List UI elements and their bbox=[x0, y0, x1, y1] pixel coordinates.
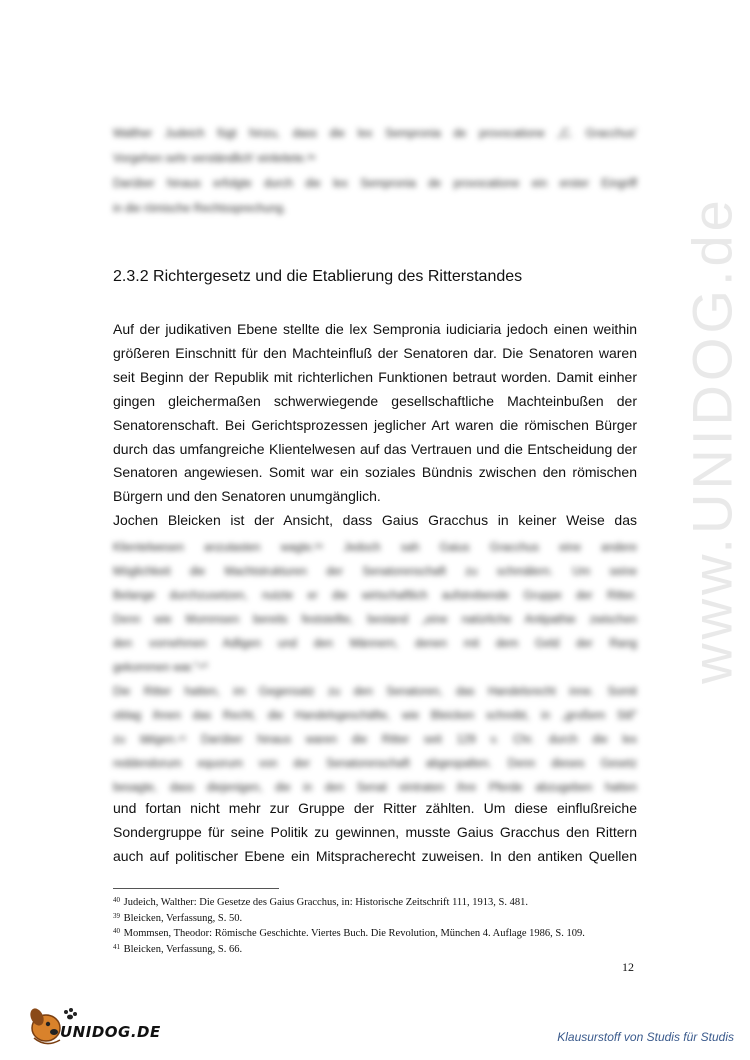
text-line: durch das umfangreiche Klientelwesen auf das Vertrauen und die Entscheidung der bbox=[113, 440, 637, 457]
footnote-text: Bleicken, Verfassung, S. 66. bbox=[121, 943, 243, 955]
footnote bbox=[113, 910, 653, 926]
text-line: den vornehmen Adligen und den Männern, denen mit dem Geld der Rang bbox=[113, 638, 637, 650]
watermark: www.UNIDOG.de bbox=[680, 196, 744, 684]
text-line: Belange durchzusetzen, nutzte er die wirtschaftlich aufstrebende Gruppe der Ritter. bbox=[113, 590, 637, 602]
closing-paragraph bbox=[113, 797, 637, 869]
text-line: Sondergruppe für seine Politik zu gewinnen, musste Gaius Gracchus den Rittern bbox=[113, 823, 637, 840]
text-line: auch auf politischer Ebene ein Mitspracherecht zuweisen. In den antiken Quellen bbox=[113, 847, 637, 864]
text-line: Vorgehen sehr verständlich' einleitete.³⁸ bbox=[113, 153, 316, 165]
footnote bbox=[113, 925, 653, 941]
text-line: Senatorenschaft. Bei Gerichtsprozessen jeglicher Art waren die römischen Bürger bbox=[113, 416, 637, 433]
text-line: gingen gleichermaßen schwerwiegende gesellschaftliche Machteinbußen der bbox=[113, 392, 637, 409]
footnote-number: 41 bbox=[113, 942, 120, 951]
text-line: zu tätigen.⁴¹ Darüber hinaus waren die Ritter seit 129 v. Chr. durch die lex bbox=[113, 734, 637, 746]
text-line: gekommen war."⁴⁰ bbox=[113, 662, 208, 674]
text-line: Jochen Bleicken ist der Ansicht, dass Gaius Gracchus in keiner Weise das bbox=[113, 512, 637, 529]
text-line: größeren Einschnitt für den Machteinfluß der Senatoren dar. Die Senatoren waren bbox=[113, 344, 637, 361]
text-line: reddendorum equorum von der Senatorenschaft abgespalten. Denn dieses Gesetz bbox=[113, 758, 637, 770]
footnote bbox=[113, 894, 653, 910]
text-line: oblag ihnen das Recht, die Handelsgeschäfte, wie Bleicken schreibt, in „großem Stil" bbox=[113, 710, 637, 722]
footnote-number: 39 bbox=[113, 911, 120, 920]
footnotes bbox=[113, 894, 653, 956]
dog-mascot-icon bbox=[24, 990, 154, 1050]
text-line: und fortan nicht mehr zur Gruppe der Ritter zählten. Um diese einflußreiche bbox=[113, 800, 637, 816]
footnote-number: 40 bbox=[113, 896, 120, 904]
footnote-number: 40 bbox=[113, 927, 120, 936]
text-line: besagte, dass diejenigen, die in den Senat eintraten ihre Pferde abzugeben hatten bbox=[113, 782, 637, 794]
logo-text[interactable]: UNIDOG.DE bbox=[60, 1023, 161, 1041]
text-line: seit Beginn der Republik mit richterlichen Funktionen betraut worden. Damit einher bbox=[113, 368, 637, 385]
text-line: Klientelwesen anzutasten wagte.³⁹ Jedoch sah Gaius Gracchus eine andere bbox=[113, 542, 637, 554]
text-line: Die Ritter hatten, im Gegensatz zu den Senatoren, das Handelsrecht inne. Somit bbox=[113, 686, 637, 698]
text-line: Darüber hinaus erfolgte durch die lex Sempronia de provocatione ein erster Eingriff bbox=[113, 178, 637, 190]
text-line: Möglichkeit die Machtstrukturen der Senatorenschaft zu schmälern. Um seine bbox=[113, 566, 637, 578]
text-line: Senatoren angewiesen. Somit war ein soziales Bündnis zwischen den römischen bbox=[113, 464, 637, 481]
page-number: 12 bbox=[622, 960, 634, 974]
text-line: Auf der judikativen Ebene stellte die lex Sempronia iudiciaria jedoch einen weithin bbox=[113, 321, 637, 337]
text-line: Denn wie Mommsen bereits feststellte, bestand „eine natürliche Antipathie zwischen bbox=[113, 614, 637, 626]
footnote-text: Judeich, Walther: Die Gesetze des Gaius Gracchus, in: Historische Zeitschrift 111, 1913, S. 481. bbox=[121, 897, 529, 908]
text-line: in die römische Rechtssprechung. bbox=[113, 203, 287, 215]
tagline: Klausurstoff von Studis für Studis bbox=[557, 1030, 734, 1044]
footnote-text: Bleicken, Verfassung, S. 50. bbox=[121, 912, 243, 924]
footnote bbox=[113, 941, 653, 957]
text-line: Walther Judeich fügt hinzu, dass die lex Sempronia de provocatione „C. Gracchus' bbox=[113, 128, 637, 140]
footnote-text: Mommsen, Theodor: Römische Geschichte. Viertes Buch. Die Revolution, München 4. Auflage 1986, S. 109. bbox=[121, 928, 585, 940]
blurred-paragraph-top bbox=[113, 122, 637, 222]
text-line: Bürgern und den Senatoren unumgänglich. bbox=[113, 488, 381, 505]
main-paragraph bbox=[113, 318, 637, 533]
section-heading: 2.3.2 Richtergesetz und die Etablierung des Ritterstandes bbox=[113, 268, 523, 285]
blurred-paragraph-middle bbox=[113, 536, 637, 800]
footnote-separator bbox=[113, 888, 279, 889]
